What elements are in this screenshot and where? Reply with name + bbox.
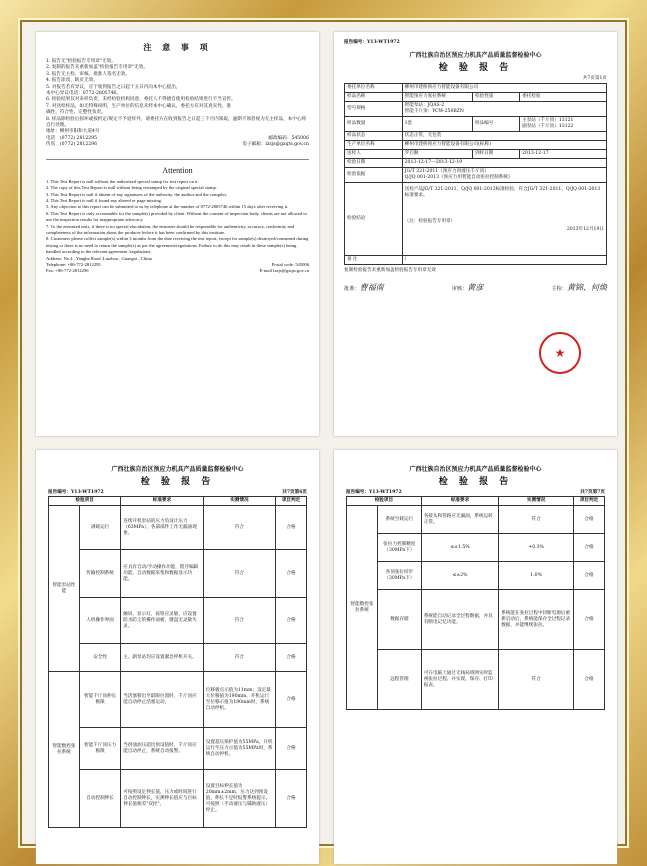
report-cover-page <box>334 32 617 436</box>
stamp-note: （注：检验报告专用章） <box>404 218 456 224</box>
attention-item: 4. This Test Report is null if found any altered or page missing. <box>46 197 163 203</box>
notice-item: 7. 对送检样品，如无特殊说明，生产单位的信息未经本中心确认，委托方应对其真实性、准 <box>46 103 232 109</box>
attention-item: 8. Customers please collect sample(s) within 3 months from the date receiving the test report, except for sample(s) destroyed/consumed during testing or there is no need to return the sample(s) as per the agreement/regulations. Failure to do this may result in these sample(s) being handled according to the relevant agreement /regulations. <box>46 236 309 255</box>
report-title: 检 验 报 告 <box>438 477 513 487</box>
notice-page <box>36 32 319 436</box>
report-meta-row: 报告编号：Y13-WT1972 共7页第7页 <box>346 490 605 495</box>
notice-item: 1. 报告无"检验报告专用章"无效。 <box>46 59 116 64</box>
footer-note: 复制检验报告未重新加盖检验报告专用章无效 <box>344 267 436 273</box>
report-title: 检 验 报 告 <box>140 477 215 487</box>
notice-title: 注 意 事 项 <box>143 42 212 52</box>
official-seal: ★ <box>539 332 581 374</box>
page-indicator: 共7页第1页 <box>582 76 607 82</box>
attention-item: 5. Any objection to this report can be submitted to us by telephone at the number of 0772-2805746 within 15 days after receiving it. <box>46 204 289 210</box>
notice-item: 6. 检验结果仅对来样负责，未经检验机构同意，委托人不得擅自使用检验结果进行不当宣传。 <box>46 97 236 103</box>
notice-address: 地址：柳州市阳和大道4号 <box>46 129 100 135</box>
attention-item: 7. To the entrusted tests, if there is no special elucidation, the entruster should be responsible for authenticity, accuracy, conformity and completeness of the information about the producer before it has been confirmed by this institute. <box>46 223 295 235</box>
center-name: 广西壮族自治区预应力机具产品质量监督检验中心 <box>409 466 542 473</box>
notice-item: 本中心异议电话：0772-2805746。 <box>46 91 122 97</box>
report-page-6 <box>36 450 319 864</box>
notice-item: 5. 对报告若有异议，应于收到报告之日起十五日内向本中心提出， <box>46 84 181 90</box>
attention-contact-row: Fax: +86-772-2812296 E-mail lzzjs@gxqts.gov.cn <box>46 268 309 274</box>
notice-contact-row: 传真 (0772) 2812296 电子邮箱：lzzjs@gxqts.gov.cn <box>46 142 309 148</box>
attention-item: 6. This Test Report is only accountable for the sample(s) provided by client. Without the consent of inspection body, clients are not allowed to use the inspection results for inappropriate advocacy. <box>46 210 307 223</box>
inspection-table-7: 检验项目 标准要求 实测情况 项目判定 智能数控张拉系统 系统空载运行 各接头和管路应无漏油，系统运转正常。 符合 合格 张拉力控制精度（30MPa下） ≤±1.5% +0.3% 合格 各顶张拉同步（30MPa下） ≤±2% 1.0% 合格 数据存储 系统能自动记录全过程数据，并具有断电记忆功能。 系统能在张拉过程中切断电源后重新启动后，系统能保存全过程记录数据，并能继续张拉。 合格 远程管理 可在电脑上通过无线局域网实时监视张拉过程、并实现、保存、打印报表。 符合 合格 <box>346 496 605 710</box>
center-name: 广西壮族自治区预应力机具产品质量监督检验中心 <box>409 52 542 60</box>
notice-item: 2. 复制的报告未重新加盖"检验报告专用章"无效。 <box>46 65 148 71</box>
notice-list <box>46 59 309 149</box>
signature-row: 批准：曹福南 审核：黄彦 主检：黄锦、何焕 <box>344 283 607 293</box>
notice-item: 4. 报告涂改、缺页无效。 <box>46 78 98 84</box>
report-page-7 <box>334 450 617 864</box>
divider <box>46 159 309 160</box>
attention-item: 1. This Test Report is null without the authorized special stamp for test report on it. <box>46 178 199 184</box>
attention-title: Attention <box>162 165 193 175</box>
center-name: 广西壮族自治区预应力机具产品质量监督检验中心 <box>111 466 244 473</box>
report-title: 检 验 报 告 <box>438 63 513 74</box>
report-info-table: 委托单位名称 柳州市建桥预应力智能设备有限公司 样品名称 智能预应力张拉系统 检验性质 委托检验 型号规格 智能泵站：JQAS-2 智能千斤顶：YCW-250BZN 样品数量 1套 样品编号 主泵站（千斤顶）13121 副泵站（千斤顶）13122 样品状态 状态正常，无包装 生产单位名称 柳州市建桥预应力智能设备有限公司(标称) 送样人 罗启顺 到样日期 2013-12-17 检验日期 2013-12-17—2013-12-19 检验依据 JG/T 321-2011《预应力用液压千斤顶》 Q/JQ 001-2013《预应力用智能自动张拉控制系统》 检验结论 送检产品JG/T 321-2011、Q/JQ 001-2013标准检验，符合JG/T 321-2011、Q/JQ 001-2013标准要求。 （注：检验报告专用章） 2013年12月19日 备 注 / <box>344 83 607 265</box>
report-meta-row: 报告编号：Y13-WT1972 共7页第6页 <box>48 490 307 495</box>
certificate-board <box>20 20 627 846</box>
attention-list <box>46 179 309 275</box>
inspection-table-6: 检验项目 标准要求 实测情况 项目判定 智能泵站性能 满载运行 连续开机泵站的压力负设计压力（63MPa），各部部件工作无漏油现象。 符合 合格 传输控制系统 应具有自动/手动操作功能，程序编辑功能，自动数据采集和数据显示功能。 符合 合格 人机操作界面 触屏，显示灯，按钮应灵敏，应设置防水防尘的操作面板，键盘无灵敏失灵。 符合 合格 安全性 主、副泵站均应设置紧急停机开关。 符合 合格 智能数控张拉系统 智能千斤顶伸长极限 当活塞移出至最限位置时，千斤顶应能自动停止活塞运动。 位移极点示值为11mm；设定最大位移值为190mm，开机运行至位移示值为190mm时，系统自动停机。 合格 智能千斤顶压力极限 当供油油压超出预设值时，千斤顶应能自动停止，系统自动报警。 设置超压保护值为55MPa，开机运行至压力示值为55MPa时，系统自动停机。 合格 自动控制伸长 可按照设定伸长值，压力或时间进行自动控制伸长，实测伸长值应与目标伸长值相差"双控"。 设置目标伸长值为20mm±2mm，压力达到预设值，伸长不足时报警系统提示，可按照（手动液压与辅助液压）停止。 合格 <box>48 496 307 828</box>
attention-item: 3. This Test Report is null if absent of any signatures of the authority, the auditor and the compiler. <box>46 191 228 197</box>
notice-item: 3. 报告无主检、审核、批准人签名无效。 <box>46 71 130 77</box>
notice-contact-row: 电话 (0772) 2812295 邮政编码：545006 <box>46 135 309 141</box>
attention-contact-row: Telephone: +86-772-2812295 Postal code: 545006 <box>46 261 309 267</box>
issue-date: 2013年12月19日 <box>566 226 604 232</box>
attention-item: 2. The copy of this Test Report is null without being restamped by the original special stamp. <box>46 185 217 191</box>
report-number: 报告编号：Y13-WT1972 <box>344 40 400 45</box>
notice-item: 8. 样品除检验后损坏或按约定/规定不予退样外，请委托方在收到报告之日起三个月内领取，逾期不领者视为无主样品，本中心将自行处理。 <box>46 116 307 129</box>
notice-item: 确性、符合性、完整性负责。 <box>46 110 106 116</box>
conclusion-text: 送检产品JG/T 321-2011、Q/JQ 001-2013标准检验，符合JG/T 321-2011、Q/JQ 001-2013标准要求。 <box>404 186 601 198</box>
attention-address: Address: No.4 , Yanghe Road ,Liuzhou , Guangxi , China <box>46 255 152 261</box>
